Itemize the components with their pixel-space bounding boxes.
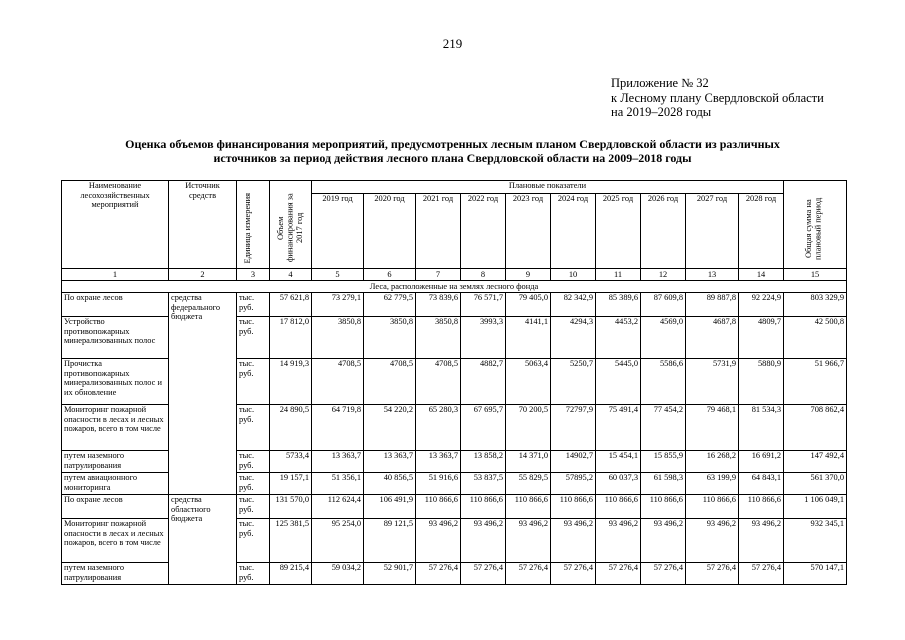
- year-value-cell: 51 916,6: [416, 473, 461, 495]
- year-value-cell: 106 491,9: [364, 495, 416, 519]
- year-value-cell: 4882,7: [461, 359, 506, 405]
- document-title-line: источников за период действия лесного плана Свердловской области на 2009–2018 годы: [213, 151, 692, 165]
- year-value-cell: 15 454,1: [596, 451, 641, 473]
- year-value-cell: 51 356,1: [312, 473, 364, 495]
- year-value-cell: 57 276,4: [551, 563, 596, 585]
- year-value-cell: 16 268,2: [686, 451, 739, 473]
- year-value-cell: 57 276,4: [686, 563, 739, 585]
- year-value-cell: 93 496,2: [641, 519, 686, 563]
- year-value-cell: 110 866,6: [551, 495, 596, 519]
- column-number: 15: [784, 269, 847, 281]
- document-title-line: Оценка объемов финансирования мероприятий, предусмотренных лесным планом Свердловской области из различных: [125, 137, 780, 151]
- year-value-cell: 4453,2: [596, 317, 641, 359]
- total-cell: 147 492,4: [784, 451, 847, 473]
- funding-source: средства федерального бюджета: [169, 293, 237, 495]
- year-value-cell: 4708,5: [312, 359, 364, 405]
- column-number: 6: [364, 269, 416, 281]
- header-year: 2026 год: [641, 194, 686, 269]
- year-value-cell: 89 121,5: [364, 519, 416, 563]
- year-value-cell: 93 496,2: [416, 519, 461, 563]
- funding-source: средства областного бюджета: [169, 495, 237, 585]
- header-name: Наименование лесохозяйственных мероприятий: [62, 181, 169, 269]
- table-body: [62, 269, 847, 585]
- year-value-cell: 57 276,4: [461, 563, 506, 585]
- unit-cell: тыс. руб.: [237, 563, 270, 585]
- volume-2017-cell: 131 570,0: [270, 495, 312, 519]
- year-value-cell: 65 280,3: [416, 405, 461, 451]
- year-value-cell: 110 866,6: [641, 495, 686, 519]
- year-value-cell: 110 866,6: [461, 495, 506, 519]
- year-value-cell: 59 034,2: [312, 563, 364, 585]
- header-volume: [270, 181, 312, 269]
- year-value-cell: 53 837,5: [461, 473, 506, 495]
- header-source: Источник средств: [169, 181, 237, 269]
- year-value-cell: 92 224,9: [739, 293, 784, 317]
- unit-cell: тыс. руб.: [237, 359, 270, 405]
- header-year: 2022 год: [461, 194, 506, 269]
- header-year: 2019 год: [312, 194, 364, 269]
- unit-cell: тыс. руб.: [237, 495, 270, 519]
- unit-cell: тыс. руб.: [237, 317, 270, 359]
- year-value-cell: 70 200,5: [506, 405, 551, 451]
- total-cell: 803 329,9: [784, 293, 847, 317]
- year-value-cell: 82 342,9: [551, 293, 596, 317]
- column-number: 8: [461, 269, 506, 281]
- column-number: 5: [312, 269, 364, 281]
- volume-2017-cell: 19 157,1: [270, 473, 312, 495]
- year-value-cell: 3850,8: [416, 317, 461, 359]
- total-cell: 708 862,4: [784, 405, 847, 451]
- header-year: 2027 год: [686, 194, 739, 269]
- year-value-cell: 3850,8: [364, 317, 416, 359]
- year-value-cell: 4141,1: [506, 317, 551, 359]
- column-number: 9: [506, 269, 551, 281]
- year-value-cell: 57 276,4: [596, 563, 641, 585]
- activity-name: путем наземного патрулирования: [62, 563, 169, 585]
- volume-2017-cell: 5733,4: [270, 451, 312, 473]
- page-number: 219: [442, 36, 463, 51]
- volume-2017-cell: 57 621,8: [270, 293, 312, 317]
- year-value-cell: 3850,8: [312, 317, 364, 359]
- year-value-cell: 13 363,7: [312, 451, 364, 473]
- unit-cell: тыс. руб.: [237, 519, 270, 563]
- year-value-cell: 57 276,4: [416, 563, 461, 585]
- year-value-cell: 4809,7: [739, 317, 784, 359]
- year-value-cell: 4687,8: [686, 317, 739, 359]
- year-value-cell: 5880,9: [739, 359, 784, 405]
- year-value-cell: 13 363,7: [364, 451, 416, 473]
- year-value-cell: 110 866,6: [416, 495, 461, 519]
- activity-name: По охране лесов: [62, 495, 169, 519]
- column-number: 7: [416, 269, 461, 281]
- year-value-cell: 93 496,2: [551, 519, 596, 563]
- volume-2017-cell: 17 812,0: [270, 317, 312, 359]
- year-value-cell: 81 534,3: [739, 405, 784, 451]
- total-cell: 1 106 049,1: [784, 495, 847, 519]
- volume-2017-cell: 125 381,5: [270, 519, 312, 563]
- unit-cell: тыс. руб.: [237, 405, 270, 451]
- year-value-cell: 73 839,6: [416, 293, 461, 317]
- column-number: 13: [686, 269, 739, 281]
- year-value-cell: 5586,6: [641, 359, 686, 405]
- activity-name: Мониторинг пожарной опасности в лесах и лесных пожаров, всего в том числе: [62, 405, 169, 451]
- year-value-cell: 13 858,2: [461, 451, 506, 473]
- year-value-cell: 89 887,8: [686, 293, 739, 317]
- year-value-cell: 85 389,6: [596, 293, 641, 317]
- year-value-cell: 5063,4: [506, 359, 551, 405]
- year-value-cell: 5250,7: [551, 359, 596, 405]
- column-number: 1: [62, 269, 169, 281]
- year-value-cell: 60 037,3: [596, 473, 641, 495]
- year-value-cell: 4708,5: [416, 359, 461, 405]
- header-year: 2024 год: [551, 194, 596, 269]
- header-planned: Плановые показатели: [312, 181, 784, 194]
- year-value-cell: 57 276,4: [641, 563, 686, 585]
- year-value-cell: 79 405,0: [506, 293, 551, 317]
- activity-name: путем наземного патрулирования: [62, 451, 169, 473]
- year-value-cell: 93 496,2: [739, 519, 784, 563]
- year-value-cell: 93 496,2: [686, 519, 739, 563]
- year-value-cell: 5445,0: [596, 359, 641, 405]
- year-value-cell: 4569,0: [641, 317, 686, 359]
- appendix-line: на 2019–2028 годы: [611, 105, 712, 119]
- volume-2017-cell: 24 890,5: [270, 405, 312, 451]
- year-value-cell: 14902,7: [551, 451, 596, 473]
- year-value-cell: 57 276,4: [739, 563, 784, 585]
- year-value-cell: 62 779,5: [364, 293, 416, 317]
- year-value-cell: 54 220,2: [364, 405, 416, 451]
- year-value-cell: 110 866,6: [686, 495, 739, 519]
- total-cell: 561 370,0: [784, 473, 847, 495]
- header-year: 2023 год: [506, 194, 551, 269]
- year-value-cell: 57895,2: [551, 473, 596, 495]
- header-year: 2021 год: [416, 194, 461, 269]
- year-value-cell: 93 496,2: [596, 519, 641, 563]
- table-row: [62, 495, 847, 519]
- year-value-cell: 55 829,5: [506, 473, 551, 495]
- year-value-cell: 76 571,7: [461, 293, 506, 317]
- header-year: 2025 год: [596, 194, 641, 269]
- header-unit: [237, 181, 270, 269]
- section-title: Леса, расположенные на землях лесного фонда: [62, 281, 847, 293]
- year-value-cell: 4294,3: [551, 317, 596, 359]
- activity-name: Мониторинг пожарной опасности в лесах и лесных пожаров, всего в том числе: [62, 519, 169, 563]
- header-total-text: Общая сумма на плановый период: [804, 198, 823, 261]
- column-number: 2: [169, 269, 237, 281]
- header-volume-text: Объем финансирования за 2017 год: [275, 194, 304, 263]
- financing-table: [61, 180, 847, 585]
- appendix-line: Приложение № 32: [611, 76, 709, 90]
- document-title: [60, 137, 845, 165]
- column-number: 3: [237, 269, 270, 281]
- year-value-cell: 110 866,6: [506, 495, 551, 519]
- year-value-cell: 5731,9: [686, 359, 739, 405]
- year-value-cell: 14 371,0: [506, 451, 551, 473]
- year-value-cell: 112 624,4: [312, 495, 364, 519]
- year-value-cell: 75 491,4: [596, 405, 641, 451]
- header-year: 2020 год: [364, 194, 416, 269]
- header-total: [784, 181, 847, 269]
- header-year: 2028 год: [739, 194, 784, 269]
- column-number-row: [62, 269, 847, 281]
- year-value-cell: 64 719,8: [312, 405, 364, 451]
- year-value-cell: 13 363,7: [416, 451, 461, 473]
- volume-2017-cell: 89 215,4: [270, 563, 312, 585]
- year-value-cell: 4708,5: [364, 359, 416, 405]
- year-value-cell: 77 454,2: [641, 405, 686, 451]
- appendix-note: [611, 76, 824, 120]
- activity-name: Устройство противопожарных минерализованных полос: [62, 317, 169, 359]
- column-number: 11: [596, 269, 641, 281]
- year-value-cell: 40 856,5: [364, 473, 416, 495]
- unit-cell: тыс. руб.: [237, 473, 270, 495]
- unit-cell: тыс. руб.: [237, 451, 270, 473]
- column-number: 4: [270, 269, 312, 281]
- total-cell: 570 147,1: [784, 563, 847, 585]
- total-cell: 51 966,7: [784, 359, 847, 405]
- year-value-cell: 73 279,1: [312, 293, 364, 317]
- year-value-cell: 93 496,2: [506, 519, 551, 563]
- activity-name: По охране лесов: [62, 293, 169, 317]
- year-value-cell: 72797,9: [551, 405, 596, 451]
- year-value-cell: 16 691,2: [739, 451, 784, 473]
- total-cell: 42 500,8: [784, 317, 847, 359]
- total-cell: 932 345,1: [784, 519, 847, 563]
- appendix-line: к Лесному плану Свердловской области: [611, 90, 824, 105]
- table-row: [62, 293, 847, 317]
- header-unit-text: Единица измерения: [243, 192, 252, 264]
- activity-name: Прочистка противопожарных минерализованных полос и их обновление: [62, 359, 169, 405]
- year-value-cell: 3993,3: [461, 317, 506, 359]
- year-value-cell: 110 866,6: [596, 495, 641, 519]
- year-value-cell: 93 496,2: [461, 519, 506, 563]
- unit-cell: тыс. руб.: [237, 293, 270, 317]
- column-number: 10: [551, 269, 596, 281]
- column-number: 14: [739, 269, 784, 281]
- year-value-cell: 110 866,6: [739, 495, 784, 519]
- year-value-cell: 61 598,3: [641, 473, 686, 495]
- activity-name: путем авиационного мониторинга: [62, 473, 169, 495]
- volume-2017-cell: 14 919,3: [270, 359, 312, 405]
- section-row: [62, 281, 847, 293]
- year-value-cell: 95 254,0: [312, 519, 364, 563]
- year-value-cell: 67 695,7: [461, 405, 506, 451]
- year-value-cell: 63 199,9: [686, 473, 739, 495]
- column-number: 12: [641, 269, 686, 281]
- year-value-cell: 52 901,7: [364, 563, 416, 585]
- year-value-cell: 87 609,8: [641, 293, 686, 317]
- year-value-cell: 64 843,1: [739, 473, 784, 495]
- year-value-cell: 79 468,1: [686, 405, 739, 451]
- year-value-cell: 15 855,9: [641, 451, 686, 473]
- year-value-cell: 57 276,4: [506, 563, 551, 585]
